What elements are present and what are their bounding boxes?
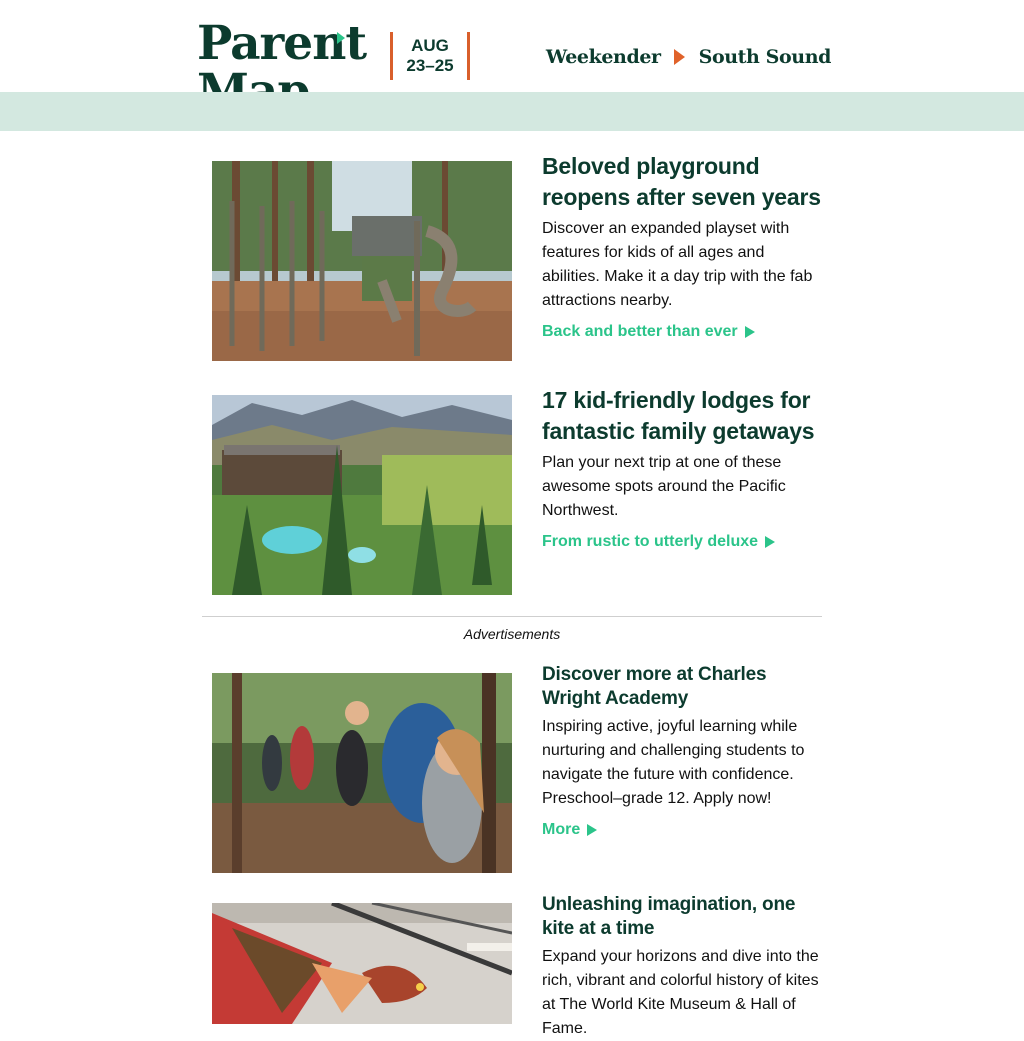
issue-month: AUG	[411, 36, 449, 55]
edition-name: Weekender	[545, 46, 661, 68]
logo-line-parent: Parent	[197, 16, 367, 71]
ad-description: Expand your horizons and dive into the rich, vibrant and colorful history of kites at The World Kite Museum & Hall of Fame.	[542, 948, 819, 1037]
edition-label	[546, 45, 831, 69]
ad-kite-museum	[212, 894, 824, 1037]
article-playground-text	[542, 153, 824, 341]
kite-photo[interactable]	[212, 903, 512, 1024]
article-description: Discover an expanded playset with features for kids of all ages and abilities. Make it a day trip with the fab attractions nearby.	[542, 220, 813, 309]
article-title[interactable]: 17 kid-friendly lodges for fantastic family getaways	[542, 387, 815, 444]
ad-description: Inspiring active, joyful learning while nurturing and challenging students to navigate the future with confidence. Preschool–grade 12. Apply now!	[542, 718, 805, 807]
play-arrow-icon	[765, 536, 775, 548]
ad-link-label: More	[542, 821, 581, 838]
edition-arrow-icon	[674, 49, 685, 65]
ad-more-link[interactable]	[542, 821, 597, 839]
ad-charles-wright-text	[542, 664, 824, 839]
header-band	[0, 92, 1024, 131]
article-playground	[212, 153, 824, 361]
play-arrow-icon	[745, 326, 755, 338]
ad-title[interactable]: Unleashing imagination, one kite at a time	[542, 894, 796, 939]
issue-days: 23–25	[406, 56, 454, 75]
edition-region: South Sound	[698, 46, 831, 68]
play-arrow-icon	[587, 824, 597, 836]
article-link[interactable]	[542, 533, 775, 551]
logo-play-icon	[337, 32, 345, 44]
ad-kite-museum-text	[542, 894, 824, 1041]
article-link[interactable]	[542, 323, 755, 341]
ads-label: Advertisements	[463, 626, 561, 642]
article-description: Plan your next trip at one of these awesome spots around the Pacific Northwest.	[542, 454, 786, 519]
article-lodges	[212, 387, 824, 595]
article-lodges-text	[542, 387, 824, 551]
article-link-label: From rustic to utterly deluxe	[542, 533, 759, 550]
hikers-photo[interactable]	[212, 673, 512, 873]
article-title[interactable]: Beloved playground reopens after seven years	[542, 153, 821, 210]
lodge-photo[interactable]	[212, 395, 512, 595]
ad-title[interactable]: Discover more at Charles Wright Academy	[542, 664, 767, 709]
section-divider	[202, 616, 822, 617]
playground-photo[interactable]	[212, 161, 512, 361]
article-link-label: Back and better than ever	[542, 323, 738, 340]
issue-date	[390, 32, 470, 80]
ad-charles-wright	[212, 664, 824, 873]
